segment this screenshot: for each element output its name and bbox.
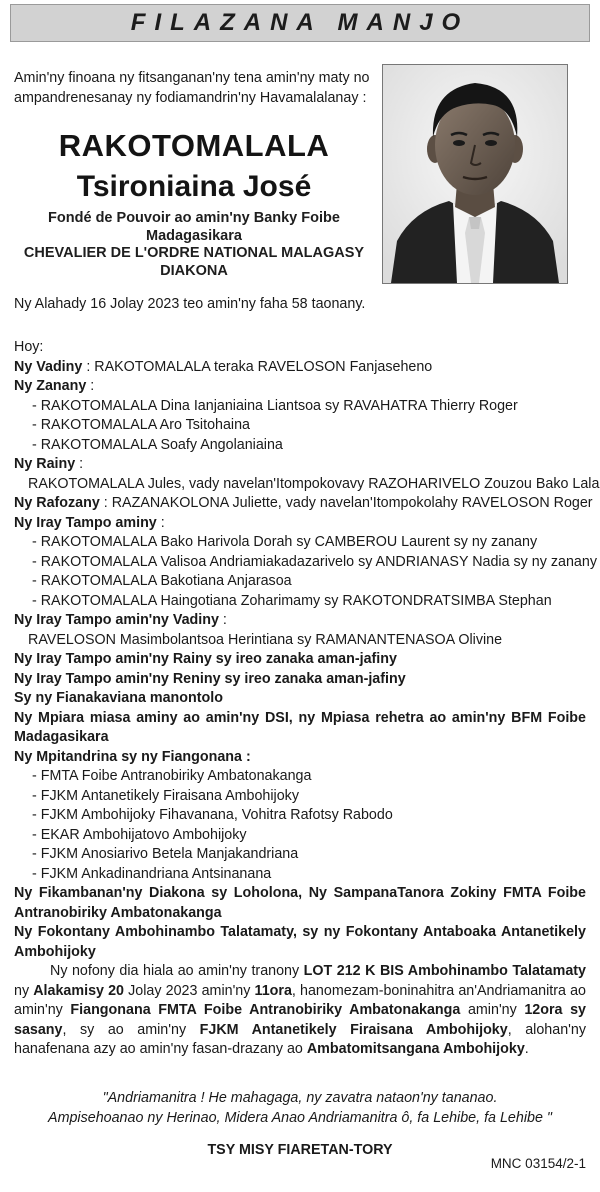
family-list <box>14 338 600 1060</box>
fokontany-line: Ny Fokontany Ambohinambo Talatamaty, sy ny Fokontany Antaboaka Antanetikely Ambohijoky <box>14 924 586 960</box>
list-item: - RAKOTOMALALA Valisoa Andriamiakadazarivelo sy ANDRIANASY Nadia sy ny zanany <box>32 553 597 570</box>
header-band <box>10 4 590 42</box>
father-colon: : <box>75 456 84 472</box>
siblings-heading <box>14 514 586 534</box>
funeral-paragraph <box>14 962 586 1060</box>
list-item: - RAKOTOMALALA Aro Tsitohaina <box>32 417 250 433</box>
notice-title: FILAZANA MANJO <box>130 9 470 36</box>
father-text: RAKOTOMALALA Jules, vady navelan'Itompokovavy RAZOHARIVELO Zouzou Bako Lala <box>28 475 600 492</box>
funeral-text: , sy ao amin'ny <box>62 1021 200 1038</box>
portrait-photo <box>382 64 568 284</box>
association-line: Ny Fikambanan'ny Diakona sy Loholona, Ny SampanaTanora Zokiny FMTA Foibe Antranobiriky Ambatonakanga <box>14 885 586 921</box>
intro-text: Amin'ny finoana ny fitsanganan'ny tena amin'ny maty no ampandrenesanay ny fodiamandrin'ny Havamalalanay : <box>14 70 370 106</box>
funeral-text: , hanomezam-boninahitra an'Andriamanitra ao amin'ny <box>14 982 586 1018</box>
in-laws-line <box>14 494 593 514</box>
list-item: - FJKM Ambohijoky Fihavanana, Vohitra Rafotsy Rabodo <box>32 807 393 823</box>
bold-line: Ny Iray Tampo amin'ny Rainy sy ireo zanaka aman-jafiny <box>14 651 397 667</box>
list-item: - RAKOTOMALALA Dina Ianjaniaina Liantsoa sy RAVAHATRA Thierry Roger <box>32 397 518 414</box>
funeral-text: Jolay 2023 amin'ny <box>124 982 255 999</box>
signoff-text: TSY MISY FIARETAN-TORY <box>207 1142 393 1158</box>
siblings-label: Ny Iray Tampo aminy <box>14 514 157 531</box>
list-item: - FJKM Antanetikely Firaisana Ambohijoky <box>32 787 299 804</box>
title-line: CHEVALIER DE L'ORDRE NATIONAL MALAGASY <box>23 245 365 262</box>
spouse-siblings-label: Ny Iray Tampo amin'ny Vadiny <box>14 612 219 628</box>
list-item: - RAKOTOMALALA Bako Harivola Dorah sy CAMBEROU Laurent sy ny zanany <box>32 534 538 550</box>
children-colon: : <box>86 378 95 394</box>
funeral-text: . <box>524 1041 529 1057</box>
deceased-titles <box>14 210 374 280</box>
funeral-church: Fiangonana FMTA Foibe Antranobiriky Ambatonakanga <box>70 1002 461 1018</box>
list-item: - RAKOTOMALALA Soafy Angolaniaina <box>32 436 283 453</box>
funeral-text: ny <box>14 982 34 999</box>
in-laws-label: Ny Rafozany <box>14 495 100 511</box>
title-line: Fondé de Pouvoir ao amin'ny Banky Foibe <box>48 210 340 226</box>
deceased-surname: RAKOTOMALALA <box>58 128 330 163</box>
list-item: - FJKM Ankadinandriana Antsinanana <box>32 865 272 882</box>
spouse-line <box>14 358 586 378</box>
deceased-given-names: Tsironiaina José <box>76 170 312 203</box>
list-item: - RAKOTOMALALA Bakotiana Anjarasoa <box>32 573 292 589</box>
funeral-time: 12ora sy sasany <box>14 1002 587 1038</box>
funeral-church: FJKM Antanetikely Firaisana Ambohijoky <box>199 1021 508 1038</box>
children-heading <box>14 377 586 397</box>
list-item: - EKAR Ambohijatovo Ambohijoky <box>32 826 247 843</box>
quote-line: Ampisehoanao ny Herinao, Midera Anao Andriamanitra ô, fa Lehibe, fa Lehibe " <box>48 1110 552 1126</box>
funeral-address: LOT 212 K BIS Ambohinambo Talatamaty <box>303 963 586 979</box>
quote-line: "Andriamanitra ! He mahagaga, ny zavatra nataon'ny tananao. <box>102 1090 498 1106</box>
funeral-time: 11ora <box>254 982 292 999</box>
spouse-text: : RAKOTOMALALA teraka RAVELOSON Fanjaseheno <box>82 358 433 375</box>
hoy-label: Hoy: <box>14 339 44 355</box>
list-item: - FMTA Foibe Antranobiriky Ambatonakanga <box>32 768 312 784</box>
funeral-day: Alakamisy 20 <box>33 982 125 999</box>
churches-heading: Ny Mpitandrina sy ny Fiangonana : <box>14 748 251 765</box>
children-label: Ny Zanany <box>14 378 87 394</box>
in-laws-text: : RAZANAKOLONA Juliette, vady navelan'Itompokolahy RAVELOSON Roger <box>99 495 593 511</box>
burial-place: Ambatomitsangana Ambohijoky <box>306 1041 525 1057</box>
reference-code: MNC 03154/2-1 <box>490 1156 586 1171</box>
spouse-siblings-text: RAVELOSON Masimbolantsoa Herintiana sy RAMANANTENASOA Olivine <box>28 631 503 648</box>
spouse-label: Ny Vadiny <box>14 358 83 375</box>
funeral-text: amin'ny <box>460 1002 525 1018</box>
list-item: - FJKM Anosiarivo Betela Manjakandriana <box>32 846 299 862</box>
bold-line: Sy ny Fianakaviana manontolo <box>14 690 223 706</box>
title-line: Madagasikara <box>146 227 242 244</box>
death-date-line: Ny Alahady 16 Jolay 2023 teo amin'ny faha 58 taonany. <box>14 296 366 312</box>
spouse-siblings-colon: : <box>218 612 227 628</box>
spouse-siblings-heading <box>14 611 586 631</box>
scripture-quote <box>14 1088 586 1128</box>
siblings-colon: : <box>156 514 165 531</box>
colleagues-line: Ny Mpiara miasa aminy ao amin'ny DSI, ny Mpiasa rehetra ao amin'ny BFM Foibe Madagasikara <box>14 709 586 745</box>
bold-line: Ny Iray Tampo amin'ny Reniny sy ireo zanaka aman-jafiny <box>14 670 406 687</box>
father-heading <box>14 455 586 475</box>
funeral-text: Ny nofony dia hiala ao amin'ny tranony <box>50 963 304 979</box>
title-line: DIAKONA <box>160 262 228 279</box>
list-item: - RAKOTOMALALA Haingotiana Zoharimamy sy RAKOTONDRATSIMBA Stephan <box>32 592 552 609</box>
portrait-icon <box>383 65 567 283</box>
father-label: Ny Rainy <box>14 456 76 472</box>
funeral-text: , alohan'ny hanafenana azy ao amin'ny fasan-drazany ao <box>14 1021 586 1057</box>
